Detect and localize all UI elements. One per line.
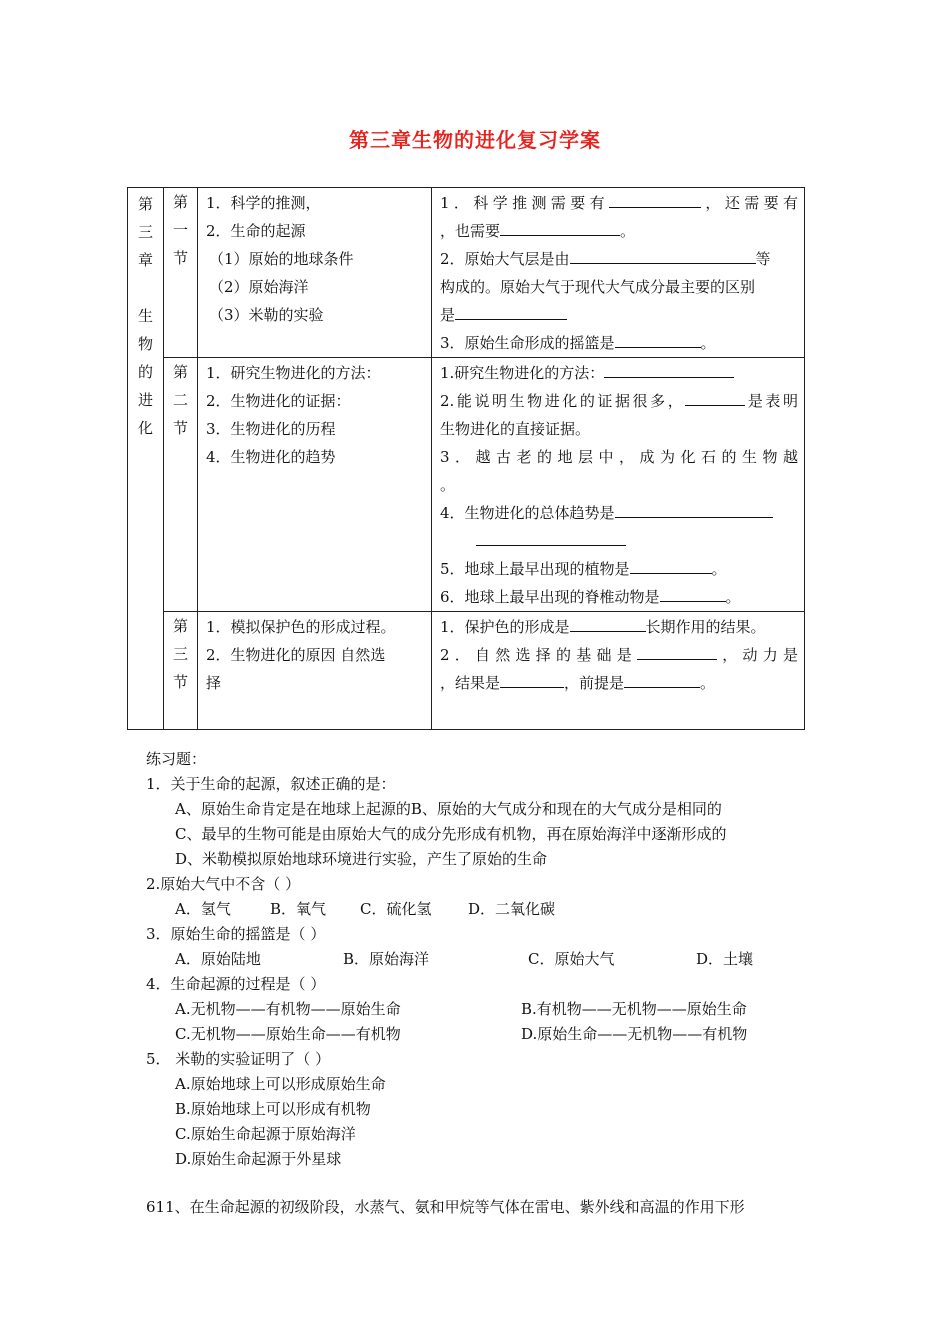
exercises xyxy=(146,747,816,1172)
chapter-char: 三 xyxy=(137,223,153,241)
question-5: 5． 米勒的实验证明了（ ） xyxy=(146,1050,331,1068)
option: C．原始大气 xyxy=(528,950,615,968)
question-3: 3．原始生命的摇篮是（ ） xyxy=(146,925,326,943)
chapter-char: 生 xyxy=(137,307,153,325)
option: C.无机物——原始生命——有机物 xyxy=(175,1025,401,1043)
review-table xyxy=(127,187,805,730)
option: B．氧气 xyxy=(270,900,327,918)
option: A．原始陆地 xyxy=(175,950,261,968)
option: A.无机物——有机物——原始生命 xyxy=(175,1000,401,1018)
section-2-questions: 1.研究生物进化的方法： 2.能说明生物进化的证据很多， 是表明 生物进化的直接证据。 3．越古老的地层中，成为化石的生物越 。 4．生物进化的总体趋势是 5．地球上最早出现的植物是 。 6．地球上最早出现的脊椎动物是 。 xyxy=(432,358,805,612)
option: C、最早的生物可能是由原始大气的成分先形成有机物，再在原始海洋中逐渐形成的 xyxy=(175,825,727,843)
section-label-1: 第 一 节 xyxy=(164,188,198,358)
section-3-topics: 1．模拟保护色的形成过程。 2．生物进化的原因 自然选 择 xyxy=(198,612,432,730)
section-label-2: 第 二 节 xyxy=(164,358,198,612)
option: C．硫化氢 xyxy=(360,900,432,918)
chapter-char: 的 xyxy=(137,363,153,381)
page-title: 第三章生物的进化复习学案 xyxy=(349,128,601,152)
section-3-questions: 1．保护色的形成是 长期作用的结果。 2．自然选择的基础是 ，动力是 ，结果是 ，前提是 。 xyxy=(432,612,805,730)
section-1-questions: 1．科学推测需要有 ，还需要有 ，也需要 。 2．原始大气层是由 等 构成的。原始大气于现代大气成分最主要的区别 是 3．原始生命形成的摇篮是 。 xyxy=(432,188,805,358)
chapter-char: 章 xyxy=(137,251,153,269)
question-1: 1．关于生命的起源，叙述正确的是： xyxy=(146,775,396,793)
option: D.原始生命起源于外星球 xyxy=(175,1150,342,1168)
section-label-3: 第 三 节 xyxy=(164,612,198,730)
option: D.原始生命——无机物——有机物 xyxy=(521,1025,748,1043)
exercises-heading: 练习题： xyxy=(146,750,207,768)
option: C.原始生命起源于原始海洋 xyxy=(175,1125,356,1143)
option: B．原始海洋 xyxy=(343,950,430,968)
option: B.原始地球上可以形成有机物 xyxy=(175,1100,371,1118)
option: D．二氧化碳 xyxy=(468,900,556,918)
option: D、米勒模拟原始地球环境进行实验，产生了原始的生命 xyxy=(175,850,548,868)
option: B.有机物——无机物——原始生命 xyxy=(521,1000,747,1018)
chapter-char: 化 xyxy=(137,419,153,437)
chapter-label-cell xyxy=(128,188,164,730)
question-4: 4．生命起源的过程是（ ） xyxy=(146,975,326,993)
section-2-topics: 1．研究生物进化的方法： 2．生物进化的证据： 3．生物进化的历程 4．生物进化的趋势 xyxy=(198,358,432,612)
option: A．氢气 xyxy=(175,900,231,918)
section-1-topics: 1．科学的推测， 2．生命的起源 （1）原始的地球条件 （2）原始海洋 （3）米勒的实验 xyxy=(198,188,432,358)
option: A.原始地球上可以形成原始生命 xyxy=(175,1075,386,1093)
option: D．土壤 xyxy=(696,950,754,968)
option: A、原始生命肯定是在地球上起源的B、原始的大气成分和现在的大气成分是相同的 xyxy=(175,800,722,818)
question-2: 2.原始大气中不含（ ） xyxy=(146,875,301,893)
chapter-char: 进 xyxy=(137,391,153,409)
question-611: 611、在生命起源的初级阶段，水蒸气、氨和甲烷等气体在雷电、紫外线和高温的作用下形 xyxy=(146,1198,745,1216)
chapter-char: 第 xyxy=(137,195,153,213)
chapter-char: 物 xyxy=(137,335,153,353)
